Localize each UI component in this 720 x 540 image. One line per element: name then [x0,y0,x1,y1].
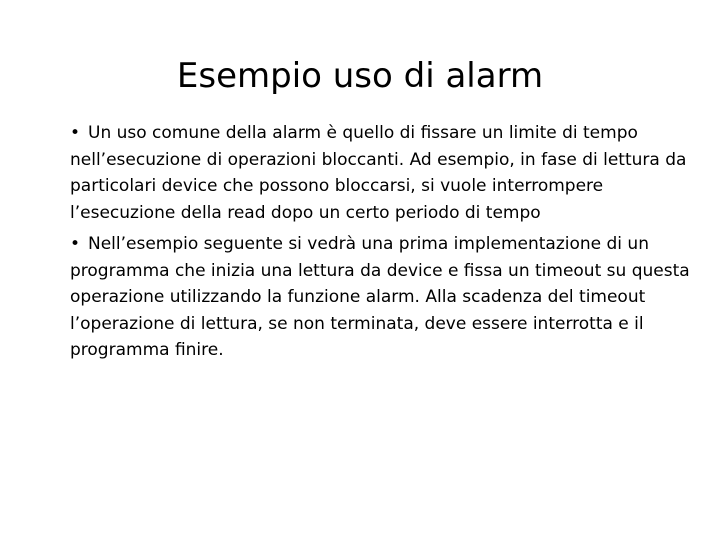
bullet-item [70,120,690,226]
bullet-text: Un uso comune della alarm è quello di fissare un limite di tempo nell’esecuzione di operazioni bloccanti. Ad esempio, in fase di lettura da particolari device che possono bloccarsi, si vuole interrompere l’esecuzione della read dopo un certo periodo di tempo [70,123,687,223]
slide-title: Esempio uso di alarm [176,56,544,96]
bullet-icon: • [70,234,81,254]
bullet-item [70,231,690,364]
bullet-text: Nell’esempio seguente si vedrà una prima implementazione di un programma che inizia una lettura da device e fissa un timeout su questa operazione utilizzando la funzione alarm. Alla scadenza del timeout l’operazione di lettura, se non terminata, deve essere interrotta e il programma finire. [70,234,690,360]
bullet-list [70,120,690,369]
bullet-icon: • [70,123,81,143]
